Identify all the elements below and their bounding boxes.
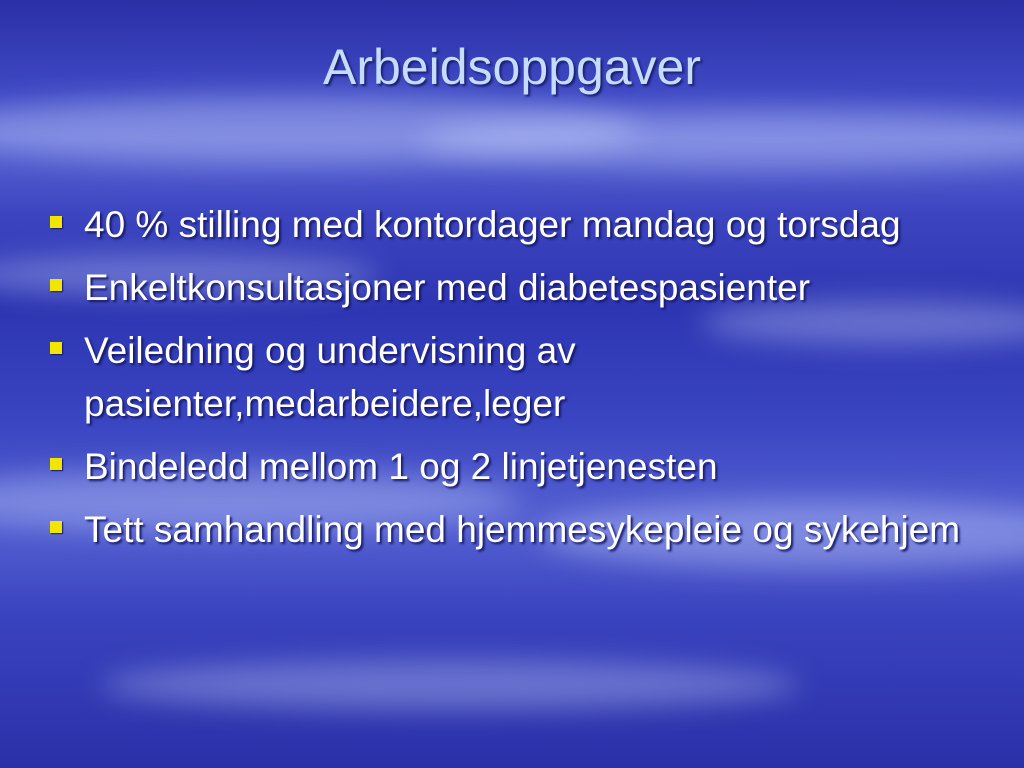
slide-title: Arbeidsoppgaver: [322, 39, 702, 95]
bullet-text: Veiledning og undervisning av pasienter,medarbeidere,leger: [84, 330, 576, 424]
bullet-item: [45, 198, 995, 251]
bullet-item: [45, 503, 995, 556]
bullet-item: [45, 261, 995, 314]
bullet-list: [45, 198, 995, 566]
square-bullet-icon: [50, 458, 62, 470]
bullet-item: [45, 324, 995, 430]
background-cloud: [100, 660, 800, 710]
bullet-text: 40 % stilling med kontordager mandag og torsdag: [84, 204, 901, 245]
square-bullet-icon: [50, 521, 62, 533]
square-bullet-icon: [50, 279, 62, 291]
square-bullet-icon: [50, 216, 62, 228]
bullet-text: Bindeledd mellom 1 og 2 linjetjenesten: [84, 446, 718, 487]
bullet-text: Enkeltkonsultasjoner med diabetespasienter: [84, 267, 811, 308]
square-bullet-icon: [50, 342, 62, 354]
background-cloud: [420, 110, 1024, 170]
bullet-text: Tett samhandling med hjemmesykepleie og sykehjem: [84, 509, 961, 550]
bullet-item: [45, 440, 995, 493]
